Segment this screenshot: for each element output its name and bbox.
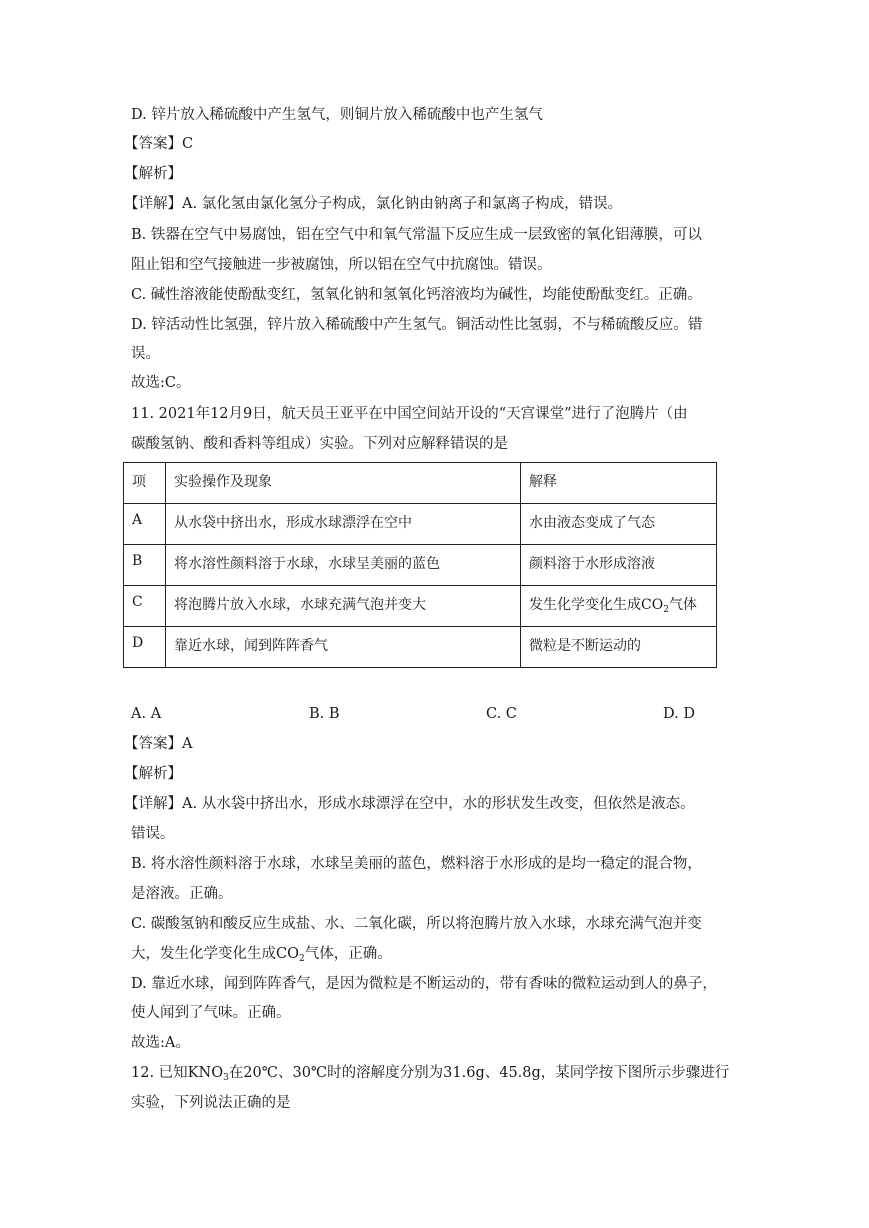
q10-answer: 【答案】C [124,136,194,152]
table-cell: A [124,504,166,545]
q11-detail-b-line2: 是溶液。正确。 [131,886,233,902]
table-header-cell: 解释 [521,463,717,504]
q11-detail-d-line1: D. 靠近水球，闻到阵阵香气，是因为微粒是不断运动的，带有香味的微粒运动到人的鼻子， [131,976,717,992]
table-row [124,627,717,668]
q11-detail-b-line1: B. 将水溶性颜料溶于水球，水球呈美丽的蓝色，燃料溶于水形成的是均一稳定的混合物， [131,856,702,872]
q11-detail-a-line2: 错误。 [131,826,175,842]
table-header-cell: 项 [124,463,166,504]
q11-detail-d-line2: 使人闻到了气味。正确。 [131,1005,291,1021]
table-cell: 将泡腾片放入水球，水球充满气泡并变大 [166,586,521,627]
table-cell: 靠近水球，闻到阵阵香气 [166,627,521,668]
q11-detail-c-line2 [131,944,392,964]
q10-choice: 故选:C。 [131,375,191,391]
q11-option-d: D. D [663,706,695,722]
q11-stem-line1: 11. 2021年12月9日，航天员王亚平在中国空间站开设的“天宫课堂”进行了泡腾片（由 [131,406,688,422]
q10-detail-c: C. 碱性溶液能使酚酞变红，氢氧化钠和氢氧化钙溶液均为碱性，均能使酚酞变红。正确。 [131,287,702,303]
q11-detail-c-line1: C. 碳酸氢钠和酸反应生成盐、水、二氧化碳，所以将泡腾片放入水球，水球充满气泡并变 [131,916,702,932]
table-header-row [124,463,717,504]
q12-stem-line1 [131,1063,729,1083]
subscript: 2 [298,954,305,964]
q10-option-d: D. 锌片放入稀硫酸中产生氢气，则铜片放入稀硫酸中也产生氢气 [131,107,543,123]
q11-option-c: C. C [486,706,517,722]
text: 大，发生化学变化生成CO [131,946,299,962]
q11-analysis-heading: 【解析】 [124,766,182,782]
q10-detail-b-line2: 阻止铝和空气接触进一步被腐蚀，所以铝在空气中抗腐蚀。错误。 [131,257,552,273]
subscript: 2 [663,605,669,615]
table-cell: 将水溶性颜料溶于水球，水球呈美丽的蓝色 [166,545,521,586]
table-cell: 颜料溶于水形成溶液 [521,545,717,586]
q10-detail-d-line1: D. 锌活动性比氢强，锌片放入稀硫酸中产生氢气。铜活动性比氢弱，不与稀硫酸反应。错 [131,317,703,333]
table-cell: B [124,545,166,586]
q12-stem-line2: 实验，下列说法正确的是 [131,1095,291,1111]
table-cell: D [124,627,166,668]
q10-detail-a: 【详解】A. 氯化氢由氯化氢分子构成，氯化钠由钠离子和氯离子构成，错误。 [124,196,623,212]
text: 气体，正确。 [304,946,392,962]
text: 在20℃、30℃时的溶解度分别为31.6g、45.8g，某同学按下图所示步骤进行 [228,1065,730,1081]
q11-answer: 【答案】A [124,736,193,752]
q11-choice: 故选:A。 [131,1035,190,1051]
table-cell [521,586,717,627]
table-row [124,504,717,545]
table-cell: 从水袋中挤出水，形成水球漂浮在空中 [166,504,521,545]
q11-detail-a-line1: 【详解】A. 从水袋中挤出水，形成水球漂浮在空中，水的形状发生改变，但依然是液态。 [124,796,695,812]
table-row [124,586,717,627]
table-cell: 水由液态变成了气态 [521,504,717,545]
table-row [124,545,717,586]
q11-option-b: B. B [309,706,340,722]
table-header-cell: 实验操作及现象 [166,463,521,504]
table-cell: 微粒是不断运动的 [521,627,717,668]
q11-table [123,462,717,668]
q10-detail-b-line1: B. 铁器在空气中易腐蚀，铝在空气中和氧气常温下反应生成一层致密的氧化铝薄膜，可以 [131,227,702,243]
table-cell: C [124,586,166,627]
q10-analysis-heading: 【解析】 [124,166,182,182]
q10-detail-d-line2: 误。 [131,346,160,362]
q11-option-a: A. A [131,706,162,722]
q11-stem-line2: 碳酸氢钠、酸和香料等组成）实验。下列对应解释错误的是 [131,436,508,452]
cell-text: 发生化学变化生成CO [529,597,664,613]
subscript: 3 [223,1073,229,1083]
cell-text: 气体 [668,597,697,613]
text: 12. 已知KNO [131,1065,224,1081]
